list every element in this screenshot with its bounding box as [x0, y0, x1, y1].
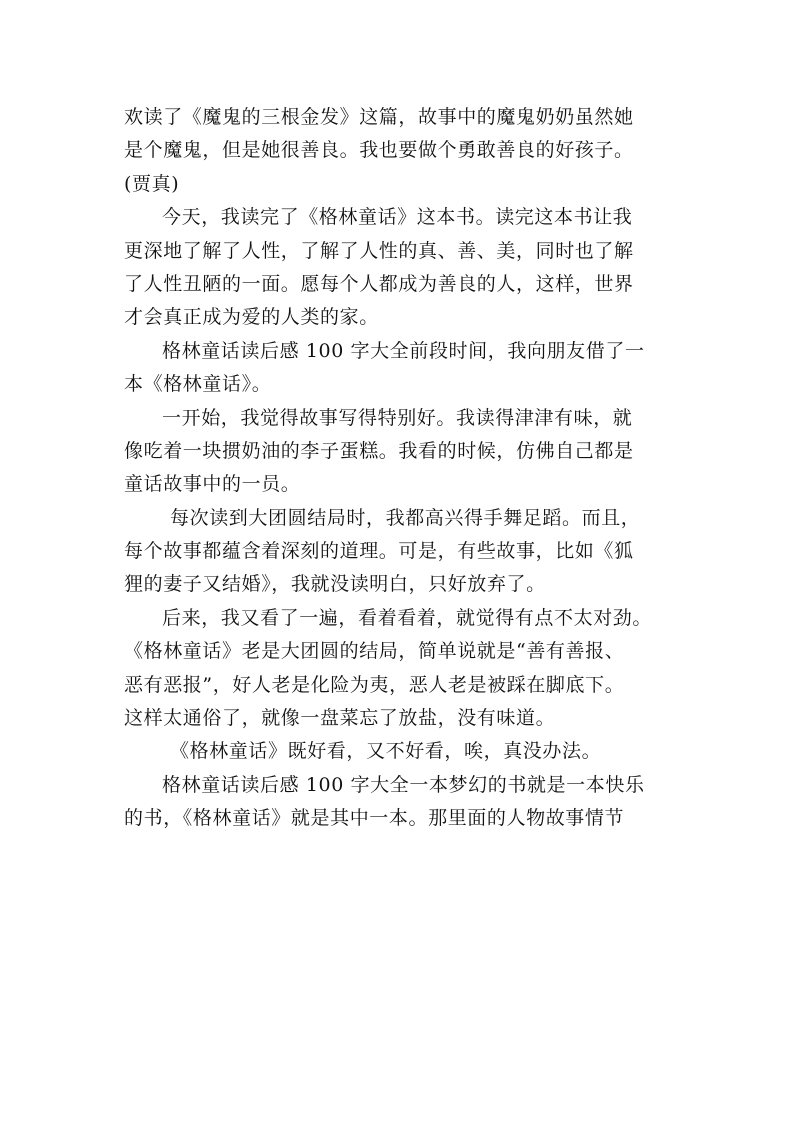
text-line: 《格林童话》老是大团圆的结局，简单说就是“善有善报、: [124, 640, 625, 663]
text-line: 的书，《格林童话》就是其中一本。那里面的人物故事情节: [124, 807, 625, 830]
text-line: 恶有恶报”，好人老是化险为夷，恶人老是被踩在脚底下。: [124, 673, 625, 696]
document-body: [124, 101, 694, 836]
text-line: 童话故事中的一员。: [124, 473, 301, 496]
paragraph-start-line: 一开始，我觉得故事写得特别好。我读得津津有味，就: [162, 406, 633, 429]
text-line: 了人性丑陋的一面。愿每个人都成为善良的人，这样，世界: [124, 272, 634, 295]
text-line: 是个魔鬼，但是她很善良。我也要做个勇敢善良的好孩子。: [124, 139, 634, 162]
text-line: 这样太通俗了，就像一盘菜忘了放盐，没有味道。: [124, 707, 556, 730]
paragraph-start-line: 《格林童话》既好看，又不好看，唉，真没办法。: [170, 740, 602, 763]
paragraph-start-line: 每次读到大团圆结局时，我都高兴得手舞足蹈。而且，: [170, 506, 641, 529]
text-line: 欢读了《魔鬼的三根金发》这篇，故事中的魔鬼奶奶虽然她: [124, 106, 634, 128]
text-line: 更深地了解了人性，了解了人性的真、善、美，同时也了解: [124, 239, 634, 262]
text-line: 每个故事都蕴含着深刻的道理。可是，有些故事，比如《狐: [124, 540, 634, 563]
text-line: 才会真正成为爱的人类的家。: [124, 306, 379, 329]
paragraph-start-line: 今天，我读完了《格林童话》这本书。读完这本书让我: [162, 206, 633, 229]
text-line: 像吃着一块掼奶油的李子蛋糕。我看的时候，仿佛自己都是: [124, 439, 634, 462]
text-line: 本《格林童话》。: [124, 373, 272, 396]
text-line: 狸的妻子又结婚》，我就没读明白，只好放弃了。: [124, 573, 546, 596]
paragraph-start-line: 后来，我又看了一遍，看着看着，就觉得有点不太对劲。: [162, 606, 653, 629]
text-line: (贾真): [124, 172, 180, 195]
paragraph-start-line: 格林童话读后感 100 字大全前段时间，我向朋友借了一: [162, 339, 645, 362]
paragraph-start-line: 格林童话读后感 100 字大全一本梦幻的书就是一本快乐: [162, 773, 645, 796]
